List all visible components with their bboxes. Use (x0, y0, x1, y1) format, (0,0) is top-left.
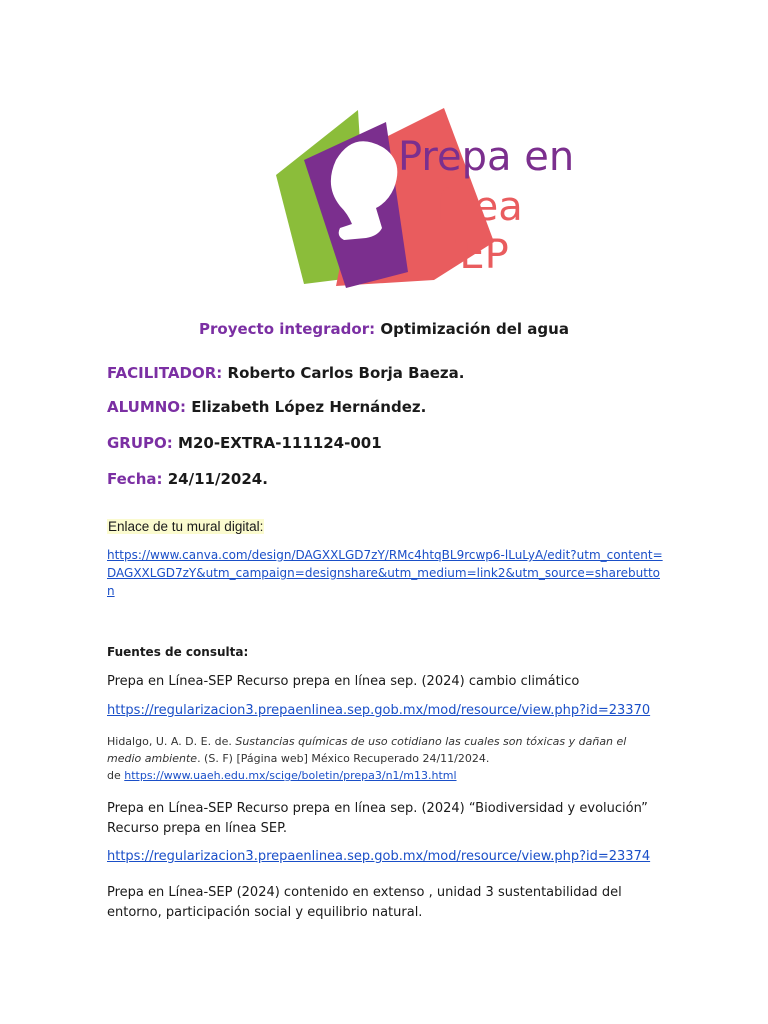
svg-text:línea: línea (426, 184, 523, 230)
source-2-title: Sustancias químicas de uso cotidiano las cuales son tóxicas y dañan el medio ambiente (107, 735, 627, 765)
project-title (0, 320, 768, 338)
source-1-link[interactable]: https://regularizacion3.prepaenlinea.sep.gob.mx/mod/resource/view.php?id=23370 (107, 703, 651, 718)
source-3-text: Prepa en Línea-SEP Recurso prepa en línea sep. (2024) “Biodiversidad y evolución” Recurso prepa en línea SEP. (107, 801, 648, 836)
source-2-link[interactable]: https://www.uaeh.edu.mx/scige/boletin/prepa3/n1/m13.html (124, 769, 457, 782)
project-label: Proyecto integrador: (199, 320, 376, 338)
source-2-author: Hidalgo, U. A. D. E. de. (107, 735, 232, 748)
source-2-rest: . (S. F) [Página web] México Recuperado 24/11/2024. (197, 752, 490, 765)
svg-text:SEP: SEP (434, 232, 509, 278)
facilitador-value: Roberto Carlos Borja Baeza. (227, 364, 465, 382)
prepa-en-linea-logo (186, 90, 594, 302)
svg-text:Prepa en: Prepa en (398, 134, 575, 180)
grupo-value: M20-EXTRA-111124-001 (178, 434, 382, 452)
alumno-value: Elizabeth López Hernández. (191, 398, 427, 416)
facilitador-label: FACILITADOR: (107, 364, 223, 382)
fecha-label: Fecha: (107, 470, 163, 488)
source-1-text: Prepa en Línea-SEP Recurso prepa en línea sep. (2024) cambio climático (107, 674, 580, 689)
fecha-row (107, 470, 268, 488)
alumno-label: ALUMNO: (107, 398, 187, 416)
alumno-row (107, 398, 426, 416)
grupo-label: GRUPO: (107, 434, 173, 452)
source-2-de: de (107, 769, 121, 782)
mural-label: Enlace de tu mural digital: (108, 519, 264, 534)
mural-link[interactable]: https://www.canva.com/design/DAGXXLGD7zY/RMc4htqBL9rcwp6-lLuLyA/edit?utm_content=DAGXXLGD7zY&utm_campaign=designshare&utm_medium=link2&utm_source=sharebutton (107, 548, 663, 598)
fecha-value: 24/11/2024. (167, 470, 268, 488)
facilitador-row (107, 364, 464, 382)
grupo-row (107, 434, 382, 452)
source-3-link[interactable]: https://regularizacion3.prepaenlinea.sep.gob.mx/mod/resource/view.php?id=23374 (107, 849, 651, 864)
project-value: Optimización del agua (380, 320, 569, 338)
source-4-text: Prepa en Línea-SEP (2024) contenido en extenso , unidad 3 sustentabilidad del entorno, participación social y equilibrio natural. (107, 885, 622, 920)
sources-title: Fuentes de consulta: (107, 645, 249, 659)
source-2 (107, 733, 647, 784)
